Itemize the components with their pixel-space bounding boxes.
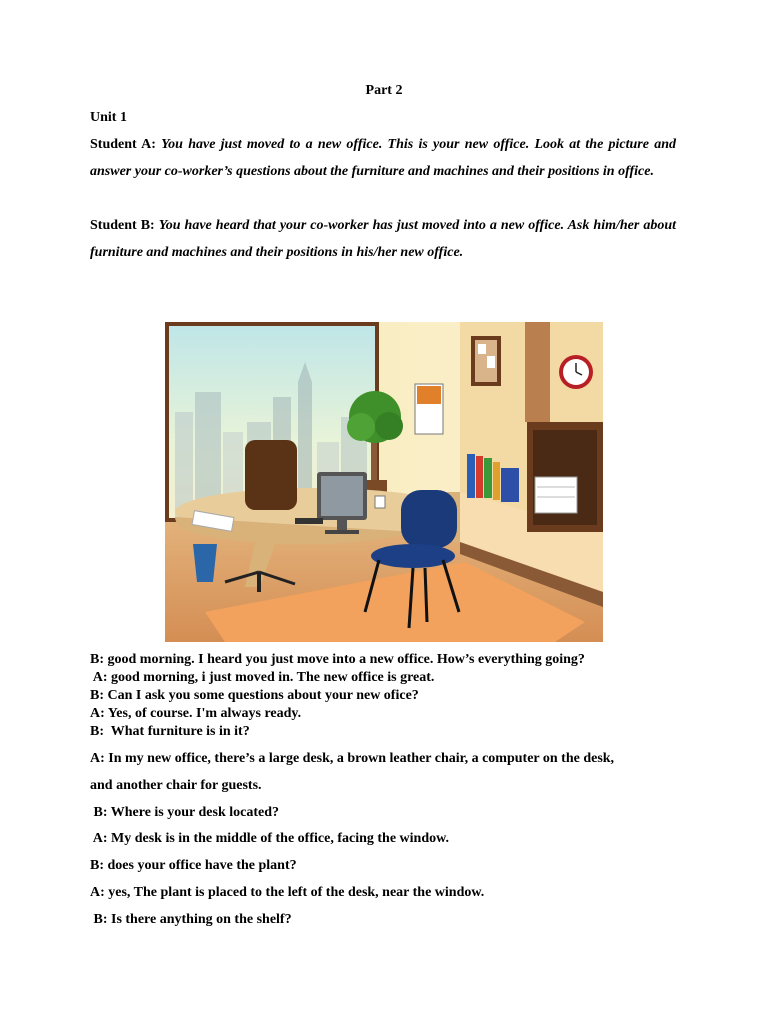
wall-pillar — [525, 322, 550, 422]
part-title: Part 2 — [365, 83, 403, 98]
dialogue-line: A: In my new office, there’s a large desk, a brown leather chair, a computer on the desk, — [90, 751, 615, 766]
office-illustration — [165, 322, 603, 642]
student-b-text: You have heard that your co-worker has just moved into a new office. Ask him/her about furniture and machines and their positions in his/her new office. — [90, 218, 676, 260]
dialogue-line: B: does your office have the plant? — [90, 858, 297, 873]
student-a-instruction — [90, 131, 676, 185]
dialogue-line: B: good morning. I heard you just move into a new office. How’s everything going? — [90, 652, 585, 667]
dialogue-line: A: yes, The plant is placed to the left of the desk, near the window. — [90, 885, 485, 900]
dialogue-line: A: My desk is in the middle of the office, facing the window. — [90, 831, 449, 846]
student-b-label: Student B: — [90, 218, 159, 233]
unit-title: Unit 1 — [90, 110, 127, 125]
dialogue-line: B: Is there anything on the shelf? — [90, 912, 292, 927]
dialogue-line: B: What furniture is in it? — [90, 724, 250, 739]
dialogue-line: B: Can I ask you some questions about your new ofice? — [90, 688, 419, 703]
keyboard-icon — [295, 518, 323, 524]
dialogue-line: A: good morning, i just moved in. The new office is great. — [90, 670, 435, 685]
paper-stack — [535, 477, 577, 513]
student-a-label: Student A: — [90, 137, 162, 152]
coffee-mug-icon — [375, 496, 385, 508]
student-a-text: You have just moved to a new office. This is your new office. Look at the picture and answer your co-worker’s questions about the furniture and machines and their positions in office. — [90, 137, 676, 179]
trash-bin-icon — [193, 544, 217, 582]
dialogue-line: A: Yes, of course. I'm always ready. — [90, 706, 302, 721]
dialogue-line: B: Where is your desk located? — [90, 805, 280, 820]
student-b-instruction — [90, 212, 676, 266]
office-scene — [165, 322, 603, 642]
dialogue-line: and another chair for guests. — [90, 778, 262, 793]
